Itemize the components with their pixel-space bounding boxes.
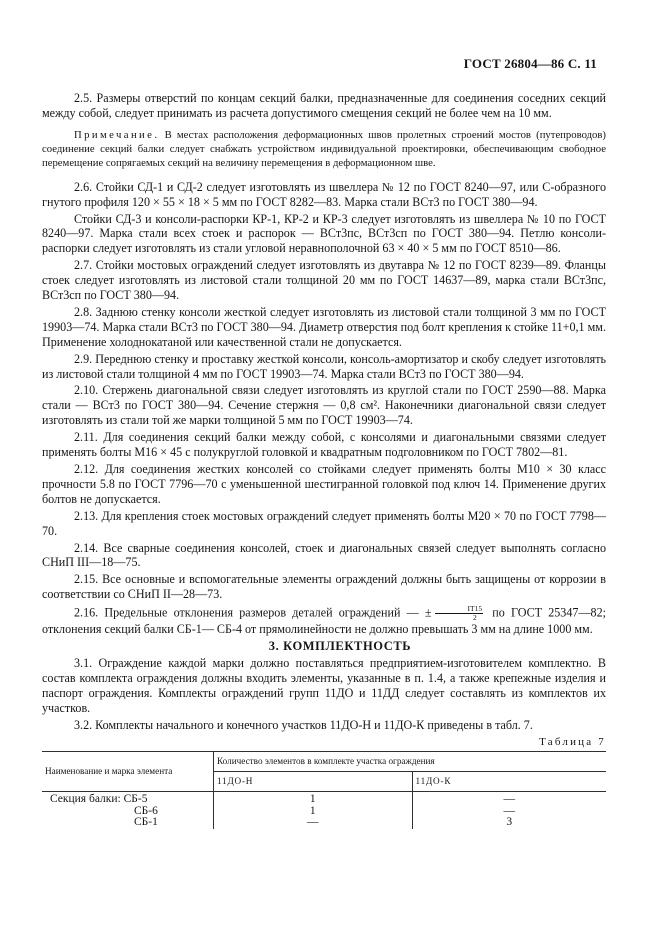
table-7 [42, 751, 606, 828]
document-body [42, 91, 606, 829]
col-header-end: 11ДО-К [412, 772, 606, 792]
note-label: Примечание. [74, 128, 160, 141]
row-name [42, 806, 214, 818]
col-header-start: 11ДО-Н [214, 772, 413, 792]
paragraph-3-1: 3.1. Ограждение каждой марки должно поставляться предприятием-изготовителем комплектно. В состав комплекта ограждения должны входить элементы, указанные в п. 1.4, а также крепежные изделия и паспорт ограждения. Комплекты ограждений групп 11ДО и 11ДД следует составлять из комплектов их участков. [42, 655, 606, 715]
section-title: 3. КОМПЛЕКТНОСТЬ [268, 639, 412, 654]
col-header-group: Количество элементов в комплекте участка ограждения [214, 752, 607, 772]
paragraph-2-13: 2.13. Для крепления стоек мостовых ограждений следует применять болты М20 × 70 по ГОСТ 7798—70. [42, 508, 606, 538]
row-name [42, 817, 214, 829]
paragraph-2-14: 2.14. Все сварные соединения консолей, стоек и диагональных связей следует выполнять согласно СНиП III—18—75. [42, 540, 606, 570]
table-row [42, 806, 606, 818]
paragraph-2-7: 2.7. Стойки мостовых ограждений следует изготовлять из двутавра № 12 по ГОСТ 8239—89. Фланцы стоек следует изготовлять из листовой стали толщиной 20 мм по ГОСТ 14637—89, марка стали ВСт3пс, ВСт3сп по ГОСТ 380—94. [42, 258, 606, 303]
row-label: Секция балки: [50, 793, 121, 806]
row-mark: СБ-1 [134, 816, 158, 829]
paragraph-2-6: 2.6. Стойки СД-1 и СД-2 следует изготовлять из швеллера № 12 по ГОСТ 8240—97, или С-образного гнутого профиля 120 × 55 × 18 × 5 мм по ГОСТ 8282—83. Марка стали ВСт3 по ГОСТ 380—94. [42, 179, 606, 209]
fraction-numerator: IT15 [435, 605, 484, 614]
paragraph-2-8: 2.8. Заднюю стенку консоли жесткой следует изготовлять из листовой стали толщиной 3 мм по ГОСТ 19903—74. Марка стали ВСт3 по ГОСТ 380—94. Диаметр отверстия под болт крепления к стойке 11+0,1 мм. Применение холоднокатаной или качественной стали не допускается. [42, 304, 606, 349]
table-row [42, 792, 606, 806]
paragraph-2-12: 2.12. Для соединения жестких консолей со стойками следует применять болты М10 × 30 класс прочности 5.8 по ГОСТ 7796—70 с уменьшенной шестигранной головкой под ключ 14. Применение других болтов не допускается. [42, 462, 606, 506]
page-header: ГОСТ 26804—86 С. 11 [463, 56, 597, 71]
cell-end: — [412, 792, 606, 806]
fraction-denominator: 2 [472, 613, 477, 623]
cell-start: — [214, 817, 413, 829]
paragraph-2-16-end: по ГОСТ 25347—82; отклонения секций балки СБ-1— СБ-4 от прямолинейности не должно превышать 3 мм на длине 1000 мм. [42, 605, 606, 637]
note-text: В местах расположения деформационных швов пролетных строений мостов (путепроводов) соединение секций балки следует снабжать устройством индивидуальной проектировки, обеспечивающим свободное перемещение сопрягаемых секций на величину перемещения в деформационном шве. [42, 128, 606, 170]
note-paragraph [42, 128, 606, 171]
paragraph-2-5: 2.5. Размеры отверстий по концам секций балки, предназначенные для соединения соседних секций между собой, следует принимать из расчета допустимого смещения секций не более чем на 10 мм. [42, 91, 606, 120]
cell-start: 1 [214, 806, 413, 818]
paragraph-2-9: 2.9. Переднюю стенку и проставку жесткой консоли, консоль-амортизатор и скобу следует изготовлять из листовой стали толщиной 4 мм по ГОСТ 19903—74. Марка стали ВСт3 по ГОСТ 380—94. [42, 351, 606, 381]
paragraph-2-15: 2.15. Все основные и вспомогательные элементы ограждений должны быть защищены от коррозии в соответствии со СНиП II—28—73. [42, 572, 606, 602]
cell-start: 1 [214, 792, 413, 806]
row-name [42, 792, 214, 806]
row-mark: СБ-5 [123, 793, 148, 806]
cell-end: — [412, 806, 606, 818]
table-caption: Таблица 7 [539, 735, 606, 748]
cell-end: 3 [412, 817, 606, 829]
paragraph-2-6-b: Стойки СД-3 и консоли-распорки КР-1, КР-2 и КР-3 следует изготовлять из швеллера № 10 по ГОСТ 8240—97. Марка стали всех стоек и распорок — ВСт3пс, ВСт3сп по ГОСТ 380—94. Петлю консоли-распорки следует изготовлять из стали угловой неравнополочной 63 × 40 × 5 мм по ГОСТ 8510—86. [42, 211, 606, 256]
table-row [42, 817, 606, 829]
paragraph-2-10: 2.10. Стержень диагональной связи следует изготовлять из круглой стали по ГОСТ 2590—88. Марка стали — ВСт3 по ГОСТ 380—94. Сечение стержня — 0,8 см². Наконечники диагональной связи следует изготовлять из стали той же марки толщиной 5 мм по ГОСТ 19903—74. [42, 383, 606, 428]
paragraph-2-11: 2.11. Для соединения секций балки между собой, с консолями и диагональными связями следует применять болты М16 × 45 с полукруглой головкой и квадратным подголовником по ГОСТ 7802—81. [42, 430, 606, 460]
paragraph-3-2: 3.2. Комплекты начального и конечного участков 11ДО-Н и 11ДО-К приведены в табл. 7. [74, 717, 533, 732]
col-header-name: Наименование и марка элемента [42, 752, 214, 792]
paragraph-2-16 [42, 605, 606, 637]
tolerance-fraction [435, 605, 484, 622]
row-mark: СБ-6 [134, 804, 158, 817]
paragraph-2-16-start: 2.16. Предельные отклонения размеров деталей ограждений — ± [74, 605, 432, 620]
